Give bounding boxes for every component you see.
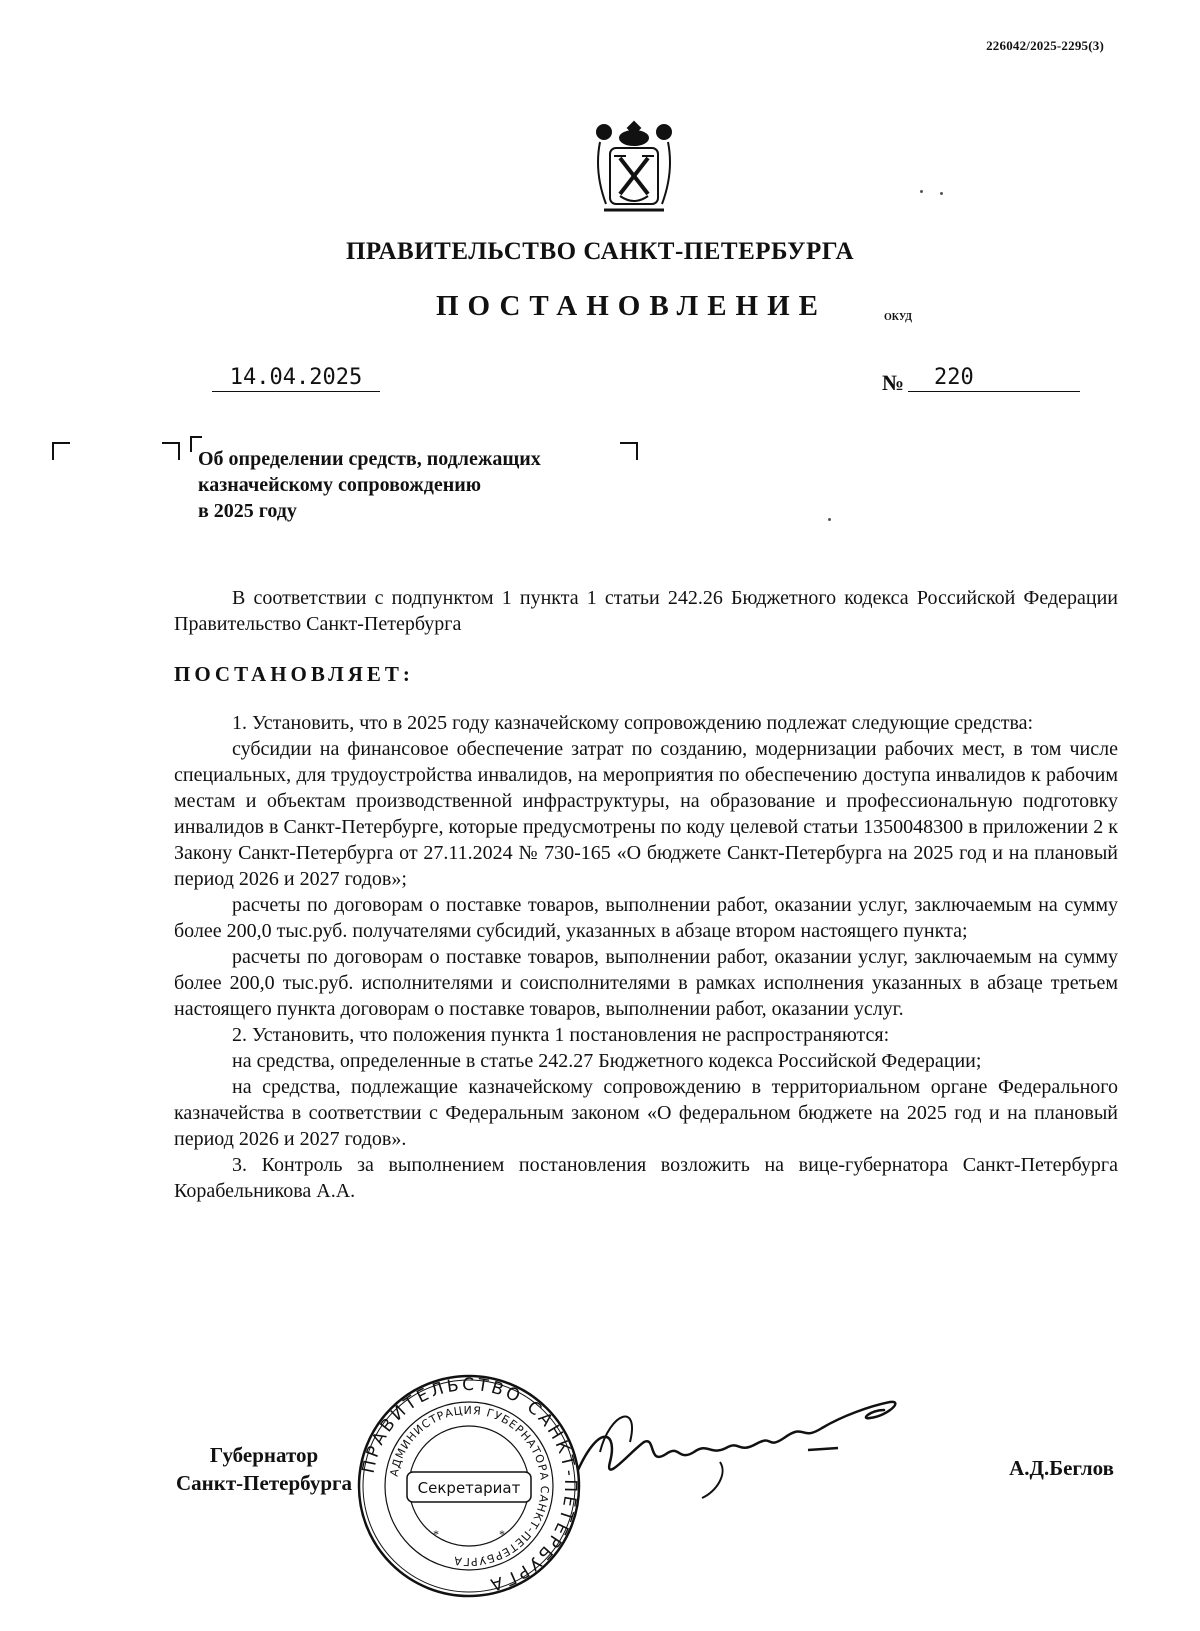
document-subject [198,446,541,524]
subject-line: Об определении средств, подлежащих [198,448,541,470]
signatory-title-line: Губернатор [209,1443,319,1467]
okud-label: ОКУД [884,312,913,323]
paragraph: на средства, подлежащие казначейскому сопровождению в территориальном органе Федерального казначейства в соответствии с Федеральным законом «О федеральном бюджете на 2025 год и на плановый период 2026 и 2027 годов». [174,1076,1118,1150]
coat-of-arms-icon [584,118,684,218]
paragraph: расчеты по договорам о поставке товаров, выполнении работ, оказании услуг, заключаемым на сумму более 200,0 тыс.руб. получателями субсидий, указанных в абзаце втором настоящего пункта; [174,894,1118,942]
signatory-title [176,1441,352,1497]
subject-line: в 2025 году [198,500,297,522]
corner-bracket [162,442,180,460]
decrees-heading: ПОСТАНОВЛЯЕТ: [174,662,414,686]
handwritten-signature-icon [570,1392,920,1502]
paragraph: расчеты по договорам о поставке товаров, выполнении работ, оказании услуг, заключаемым на сумму более 200,0 тыс.руб. исполнителями и соисполнителями в рамках исполнения указанных в абзаце третьем настоящего пункта договорам о поставке товаров, выполнении работ, оказании услуг. [174,946,1118,1020]
document-type: ПОСТАНОВЛЕНИЕ [436,290,828,322]
corner-bracket [52,442,70,460]
seal-inner-text: АДМИНИСТРАЦИЯ ГУБЕРНАТОРА САНКТ-ПЕТЕРБУРГА [387,1403,552,1569]
paragraph: 3. Контроль за выполнением постановления возложить на вице-губернатора Санкт-Петербурга Корабельникова А.А. [174,1154,1118,1202]
paragraph: 2. Установить, что положения пункта 1 постановления не распространяются: [232,1024,890,1046]
official-seal-icon [355,1372,583,1600]
scan-speck [920,190,923,193]
svg-text:*: * [433,1527,439,1541]
paragraph: на средства, определенные в статье 242.27 Бюджетного кодекса Российской Федерации; [232,1050,982,1072]
seal-center-text: Секретариат [417,1479,521,1497]
subject-line: казначейскому сопровождению [198,474,482,496]
government-name: ПРАВИТЕЛЬСТВО САНКТ-ПЕТЕРБУРГА [345,238,855,265]
document-body [174,710,1118,1204]
paragraph: 1. Установить, что в 2025 году казначейскому сопровождению подлежат следующие средства: [232,712,1034,734]
document-date: 14.04.2025 [212,365,380,392]
paragraph: субсидии на финансовое обеспечение затрат по созданию, модернизации рабочих мест, в том числе специальных, для трудоустройства инвалидов, на мероприятия по обеспечению доступа инвалидов к рабочим местам и объектам производственной инфраструктуры, на образование и профессиональную подготовку инвалидов в Санкт-Петербурге, которые предусмотрены по коду целевой статьи 1350048300 в приложении 2 к Закону Санкт-Петербурга от 27.11.2024 № 730-165 «О бюджете Санкт-Петербурга на 2025 год и на плановый период 2026 и 2027 годов»; [174,738,1118,890]
svg-text:*: * [499,1527,505,1541]
document-number: 220 [908,365,1080,392]
corner-bracket [620,442,638,460]
preamble: В соответствии с подпунктом 1 пункта 1 статьи 242.26 Бюджетного кодекса Российской Федерации Правительство Санкт-Петербурга [174,587,1118,635]
document-reg-number: 226042/2025-2295(3) [986,38,1104,53]
scan-speck [940,192,943,195]
seal-outer-text: ПРАВИТЕЛЬСТВО САНКТ-ПЕТЕРБУРГА [358,1374,581,1596]
preamble-block [174,585,1118,637]
number-sign: № [882,370,905,395]
signatory-name: А.Д.Беглов [1009,1456,1114,1480]
signatory-title-line: Санкт-Петербурга [176,1471,353,1495]
scan-speck [828,518,831,521]
